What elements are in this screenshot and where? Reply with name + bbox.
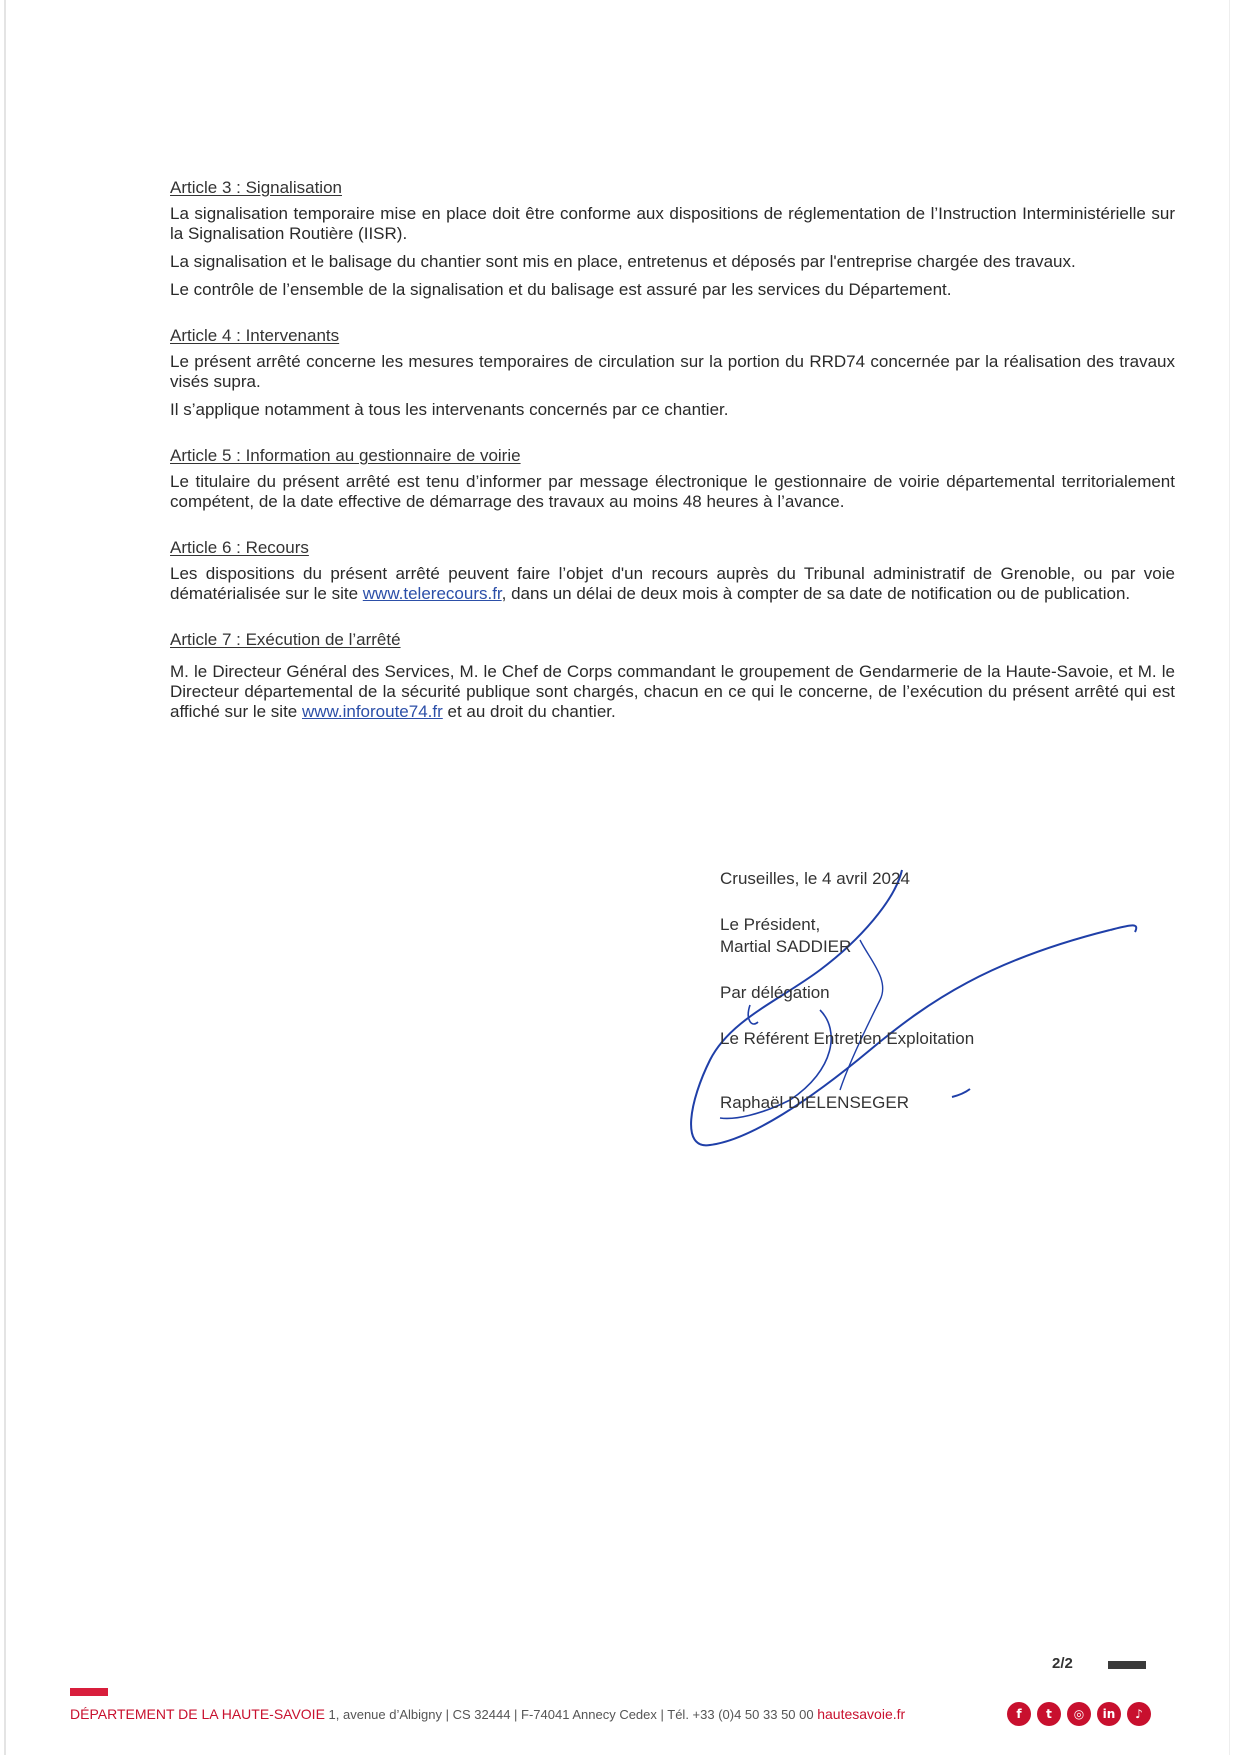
article-paragraph: Il s’applique notamment à tous les intervenants concernés par ce chantier. — [170, 400, 729, 419]
paragraph-text: et au droit du chantier. — [442, 702, 616, 721]
footer-organization: DÉPARTEMENT DE LA HAUTE-SAVOIE — [70, 1706, 325, 1722]
footer-address: 1, avenue d’Albigny | CS 32444 | F-74041 Annecy Cedex | Tél. +33 (0)4 50 33 50 00 — [324, 1707, 818, 1722]
inforoute-link[interactable]: www.inforoute74.fr — [301, 702, 443, 721]
article-paragraph: Le contrôle de l’ensemble de la signalisation et du balisage est assuré par les services du Département. — [170, 280, 952, 299]
article-title: Article 7 : Exécution de l’arrêté — [170, 630, 401, 649]
page-number: 2/2 — [1052, 1655, 1073, 1672]
footer-website[interactable]: hautesavoie.fr — [817, 1706, 906, 1722]
facebook-icon[interactable]: f — [1007, 1702, 1031, 1726]
article-paragraph — [170, 662, 1175, 722]
signature-block — [720, 868, 1140, 1114]
footer-accent-bar — [70, 1688, 108, 1696]
article-paragraph: Le présent arrêté concerne les mesures temporaires de circulation sur la portion du RRD74 concernée par la réalisation des travaux visés supra. — [170, 352, 1175, 391]
signatory-name: Raphaël DIELENSEGER — [720, 1093, 909, 1112]
page-left-edge — [4, 0, 6, 1755]
article-paragraph: Le titulaire du présent arrêté est tenu d’informer par message électronique le gestionnaire de voirie départemental territorialement compétent, de la date effective de démarrage des travaux au moins 48 heures à l’avance. — [170, 472, 1175, 511]
document-body — [170, 178, 1175, 748]
article-title: Article 6 : Recours — [170, 538, 309, 557]
paragraph-text: , dans un délai de deux mois à compter de sa date de notification ou de publication. — [501, 584, 1131, 603]
paragraph-text: Les dispositions du présent arrêté peuvent faire l’objet d'un recours auprès du Tribunal administratif de Grenoble, ou par voie dématérialisée sur le site — [170, 564, 1175, 603]
signatory-role: Le Référent Entretien Exploitation — [720, 1029, 975, 1048]
paragraph-text: M. le Directeur Général des Services, M. le Chef de Corps commandant le groupement de Gendarmerie de la Haute-Savoie, et M. le Directeur départemental de la sécurité publique sont chargés, chacun en ce qui le concerne, de l’exécution du présent arrêté qui est affiché sur le site — [170, 662, 1175, 721]
telerecours-link[interactable]: www.telerecours.fr — [362, 584, 502, 603]
linkedin-icon[interactable]: in — [1097, 1702, 1121, 1726]
instagram-icon[interactable]: ◎ — [1067, 1702, 1091, 1726]
president-title: Le Président, — [720, 915, 821, 934]
social-links — [1007, 1702, 1151, 1726]
article-title: Article 5 : Information au gestionnaire de voirie — [170, 446, 521, 465]
page-right-edge — [1229, 0, 1230, 1755]
president-name: Martial SADDIER — [720, 937, 852, 956]
article-6 — [170, 538, 1175, 604]
article-paragraph — [170, 564, 1175, 604]
article-5 — [170, 446, 1175, 512]
footer — [70, 1706, 905, 1722]
article-7 — [170, 630, 1175, 722]
place-date: Cruseilles, le 4 avril 2024 — [720, 869, 910, 888]
delegation: Par délégation — [720, 983, 830, 1002]
article-paragraph: La signalisation temporaire mise en place doit être conforme aux dispositions de réglementation de l’Instruction Interministérielle sur la Signalisation Routière (IISR). — [170, 204, 1175, 243]
article-3 — [170, 178, 1175, 300]
article-title: Article 3 : Signalisation — [170, 178, 342, 197]
page-marker — [1108, 1661, 1146, 1669]
tiktok-icon[interactable]: ♪ — [1127, 1702, 1151, 1726]
twitter-icon[interactable]: t — [1037, 1702, 1061, 1726]
article-4 — [170, 326, 1175, 420]
article-title: Article 4 : Intervenants — [170, 326, 340, 345]
article-paragraph: La signalisation et le balisage du chantier sont mis en place, entretenus et déposés par l'entreprise chargée des travaux. — [170, 252, 1076, 271]
